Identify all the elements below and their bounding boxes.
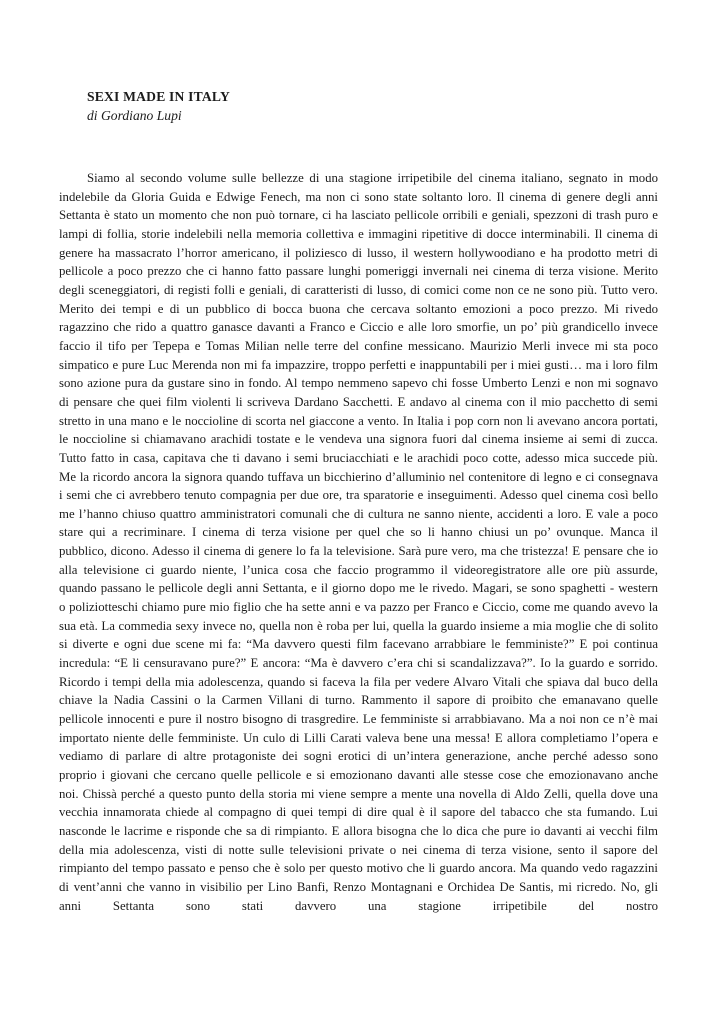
document-header — [59, 87, 658, 125]
document-byline: di Gordiano Lupi — [87, 108, 182, 123]
document-title: SEXI MADE IN ITALY — [87, 89, 230, 104]
document-body-paragraph: Siamo al secondo volume sulle bellezze di una stagione irripetibile del cinema italiano, segnato in modo indelebile da Gloria Guida e Edwige Fenech, ma non ci sono state soltanto loro. Il cinema di genere degli anni Settanta è stato un momento che non può tornare, ci ha lasciato pellicole orribili e geniali, spezzoni di trash puro e lampi di follia, storie indelebili nella memoria collettiva e immagini ripetitive di docce interminabili. Il cinema di genere ha massacrato l’horror americano, il poliziesco di lusso, il western hollywoodiano e ha prodotto metri di pellicole a poco prezzo che ci hanno fatto passare lunghi pomeriggi invernali nei cinema di terza visione. Merito degli sceneggiatori, di registi folli e geniali, di caratteristi di lusso, di comici come non ce ne sono più. Tutto vero. Merito dei tempi e di un pubblico di bocca buona che cercava soltanto emozioni a poco prezzo. Mi rivedo ragazzino che rido a quattro ganasce davanti a Franco e Ciccio e alle loro smorfie, un po’ più grandicello invece faccio il tifo per Tepepa e Tomas Milian nelle terre del confine messicano. Maurizio Merli invece mi sta poco simpatico e pure Luc Merenda non mi fa impazzire, troppo perfetti e inappuntabili per i miei gusti… ma i loro film sono azione pura da gustare sino in fondo. Al tempo nemmeno sapevo chi fosse Umberto Lenzi e non mi sognavo di pensare che quei film violenti li scriveva Dardano Sacchetti. E andavo al cinema con il mio pacchetto di semi stretto in una mano e le noccioline di scorta nel giaccone a vento. In Italia i pop corn non li avevano ancora portati, le noccioline si chiamavano arachidi tostate e le vendeva una signora fuori dal cinema insieme ai semi di zucca. Tutto fatto in casa, capitava che ti davano i semi bruciacchiati e le arachidi poco cotte, adesso mica succede più. Me la ricordo ancora la signora quando tuffava un bicchierino d’alluminio nel contenitore di legno e ci consegnava i semi che ci avrebbero tenuto compagnia per due ore, tra sparatorie e inseguimenti. Adesso quel cinema così bello me l’hanno chiuso quattro amministratori comunali che di cultura ne sanno niente, accidenti a loro. E vale a poco stare qui a recriminare. I cinema di terza visione per quel che so li hanno chiusi un po’ ovunque. Manca il pubblico, dicono. Adesso il cinema di genere lo fa la televisione. Sarà pure vero, ma che tristezza! E pensare che io alla televisione ci guardo niente, l’unica cosa che faccio programmo il videoregistratore alle ore più assurde, quando passano le pellicole degli anni Settanta, e il giorno dopo me le rivedo. Magari, se sono spaghetti - western o poliziotteschi chiamo pure mio figlio che ha sette anni e va pazzo per Franco e Ciccio, come me quando avevo la sua età. La commedia sexy invece no, quella non è roba per lui, quella la guardo insieme a mia moglie che di solito si diverte e ogni due scene mi fa: “Ma davvero questi film facevano arrabbiare le femministe?” E poi continua incredula: “E li censuravano pure?” E ancora: “Ma è davvero c’era chi si scandalizzava?”. Io la guardo e sorrido. Ricordo i tempi della mia adolescenza, quando si faceva la fila per vedere Alvaro Vitali che spiava dal buco della chiave la Nadia Cassini o la Carmen Villani di turno. Rammento il sapore di proibito che emanavano quelle pellicole innocenti e pure il nostro bisogno di trasgredire. Le femministe si arrabbiavano. Ma a noi non ce n’è mai importato niente delle femministe. Un culo di Lilli Carati valeva bene una messa! E allora completiamo l’opera e vediamo di parlare di altre protagoniste dei sogni erotici di un’intera generazione, anche perché adesso sono proprio i giovani che cercano quelle pellicole e si emozionano davanti alle stesse cose che emozionavano anche noi. Chissà perché a questo punto della storia mi viene sempre a mente una novella di Aldo Zelli, quella dove una vecchia innamorata chiede al compagno di quei tempi di dire qual è il sapore del tabacco che sta fumando. Lui nasconde le lacrime e risponde che sa di rimpianto. E allora bisogna che lo dica che pure io davanti ai vecchi film della mia adolescenza, visti di notte sulle televisioni private o nei cinema di terza visione, sento il sapore del rimpianto del tempo passato e penso che è solo per questo motivo che li guardo ancora. Ma quando vedo ragazzini di vent’anni che vanno in visibilio per Lino Banfi, Renzo Montagnani e Orchidea De Santis, mi ricredo. No, gli anni Settanta sono stati davvero una stagione irripetibile del nostro — [59, 171, 658, 913]
document-page — [59, 87, 658, 915]
